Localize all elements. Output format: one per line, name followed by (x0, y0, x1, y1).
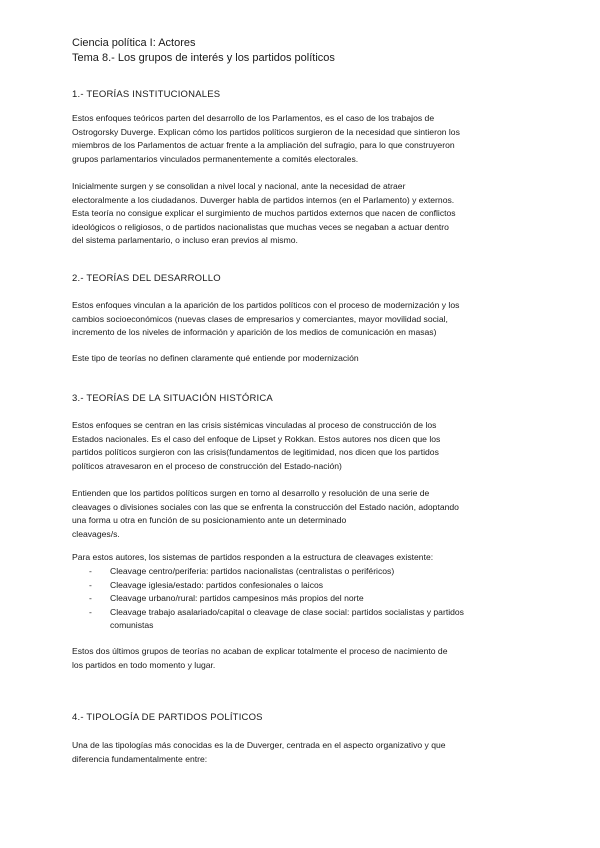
section-2-paragraph-2 (72, 352, 532, 366)
text-line: Estos dos últimos grupos de teorías no acaban de explicar totalmente el proceso de nacimiento de (72, 646, 448, 656)
text-line: diferencia fundamentalmente entre: (72, 753, 208, 764)
section-1-paragraph-1 (72, 112, 532, 166)
text-line: cleavages o divisiones sociales con las que se enfrenta la construcción del Estado nación, adoptando (72, 501, 459, 512)
list-bullet: - (89, 579, 92, 590)
course-title: Ciencia política I: Actores (72, 37, 196, 49)
list-item-text: Cleavage urbano/rural: partidos campesinos más propios del norte (110, 593, 364, 604)
section-3-paragraph-4 (72, 645, 532, 672)
section-4-paragraph-1 (72, 739, 532, 766)
text-line: Entienden que los partidos políticos surgen en torno al desarrollo y resolución de una serie de (72, 488, 430, 498)
text-line: del sistema parlamentario, o incluso eran previos al mismo. (72, 235, 298, 246)
section-4-heading: 4.- TIPOLOGÍA DE PARTIDOS POLÍTICOS (72, 712, 263, 723)
list-item-text: Cleavage trabajo asalariado/capital o cleavage de clase social: partidos socialistas y partidos (110, 606, 464, 617)
section-3-paragraph-1 (72, 419, 532, 473)
section-3-paragraph-2 (72, 487, 532, 541)
list-item (89, 579, 539, 593)
text-line: incremento de los niveles de información y aparición de los medios de comunicación en masas) (72, 327, 437, 338)
text-line: políticos atravesaron en el proceso de construcción del Estado-nación) (72, 460, 342, 471)
list-bullet: - (89, 593, 92, 604)
section-3-heading: 3.- TEORÍAS DE LA SITUACIÓN HISTÓRICA (72, 393, 273, 404)
list-bullet: - (89, 606, 92, 617)
list-bullet: - (89, 566, 92, 576)
list-item-text: Cleavage iglesia/estado: partidos confesionales o laicos (110, 579, 324, 590)
text-line: Una de las tipologías más conocidas es la de Duverger, centrada en el aspecto organizativo y que (72, 740, 446, 750)
text-line: Estos enfoques teóricos parten del desarrollo de los Parlamentos, es el caso de los trabajos de (72, 113, 435, 123)
text-line: ideológicos o religiosos, o de partidos nacionalistas que muchas veces se negaban a actuar dentro (72, 221, 449, 232)
text-line: miembros de los Parlamentos de actuar frente a la ampliación del sufragio, para lo que construyeron (72, 140, 455, 151)
topic-title: Tema 8.- Los grupos de interés y los partidos políticos (72, 52, 335, 64)
text-line: Para estos autores, los sistemas de partidos responden a la estructura de cleavages existente: (72, 552, 434, 562)
list-item (89, 606, 539, 633)
text-line: Estos enfoques vinculan a la aparición de los partidos políticos con el proceso de modernización y los (72, 300, 460, 310)
text-line: partidos políticos surgieron con las crisis(fundamentos de legitimidad, nos dicen que los partidos (72, 447, 439, 458)
section-2-paragraph-1 (72, 299, 532, 340)
section-3-paragraph-3 (72, 551, 532, 565)
text-line: Este tipo de teorías no definen claramente qué entiende por modernización (72, 353, 359, 363)
text-line: cambios socioeconómicos (nuevas clases de empresarios y comerciantes, mayor movilidad social, (72, 313, 448, 324)
text-line: grupos parlamentarios vinculados permanentemente a comités electorales. (72, 153, 359, 164)
text-line: electoralmente a los ciudadanos. Duverger habla de partidos internos (en el Parlamento) y externos. (72, 194, 455, 205)
text-line: Estados nacionales. Es el caso del enfoque de Lipset y Rokkan. Estos autores nos dicen que los (72, 433, 441, 444)
list-item (89, 592, 539, 606)
list-item-text: Cleavage centro/periferia: partidos nacionalistas (centralistas o periféricos) (110, 566, 395, 576)
section-2-heading: 2.- TEORÍAS DEL DESARROLLO (72, 273, 221, 284)
text-line: Esta teoría no consigue explicar el surgimiento de muchos partidos externos que nacen de conflictos (72, 208, 456, 219)
list-item (89, 565, 539, 579)
text-line: una forma u otra en función de su posicionamiento ante un determinado (72, 515, 347, 526)
text-line: cleavages/s. (72, 528, 120, 539)
list-item-text: comunistas (110, 620, 154, 631)
section-1-heading: 1.- TEORÍAS INSTITUCIONALES (72, 89, 221, 100)
document-header (72, 36, 335, 66)
text-line: Estos enfoques se centran en las crisis sistémicas vinculadas al proceso de construcción de los (72, 420, 437, 430)
text-line: los partidos en todo momento y lugar. (72, 659, 216, 670)
section-1-paragraph-2 (72, 180, 532, 248)
text-line: Inicialmente surgen y se consolidan a nivel local y nacional, ante la necesidad de atraer (72, 181, 406, 191)
text-line: Ostrogorsky Duverge. Explican cómo los partidos políticos surgieron de la necesidad que sintieron los (72, 126, 460, 137)
cleavage-list (89, 565, 539, 633)
